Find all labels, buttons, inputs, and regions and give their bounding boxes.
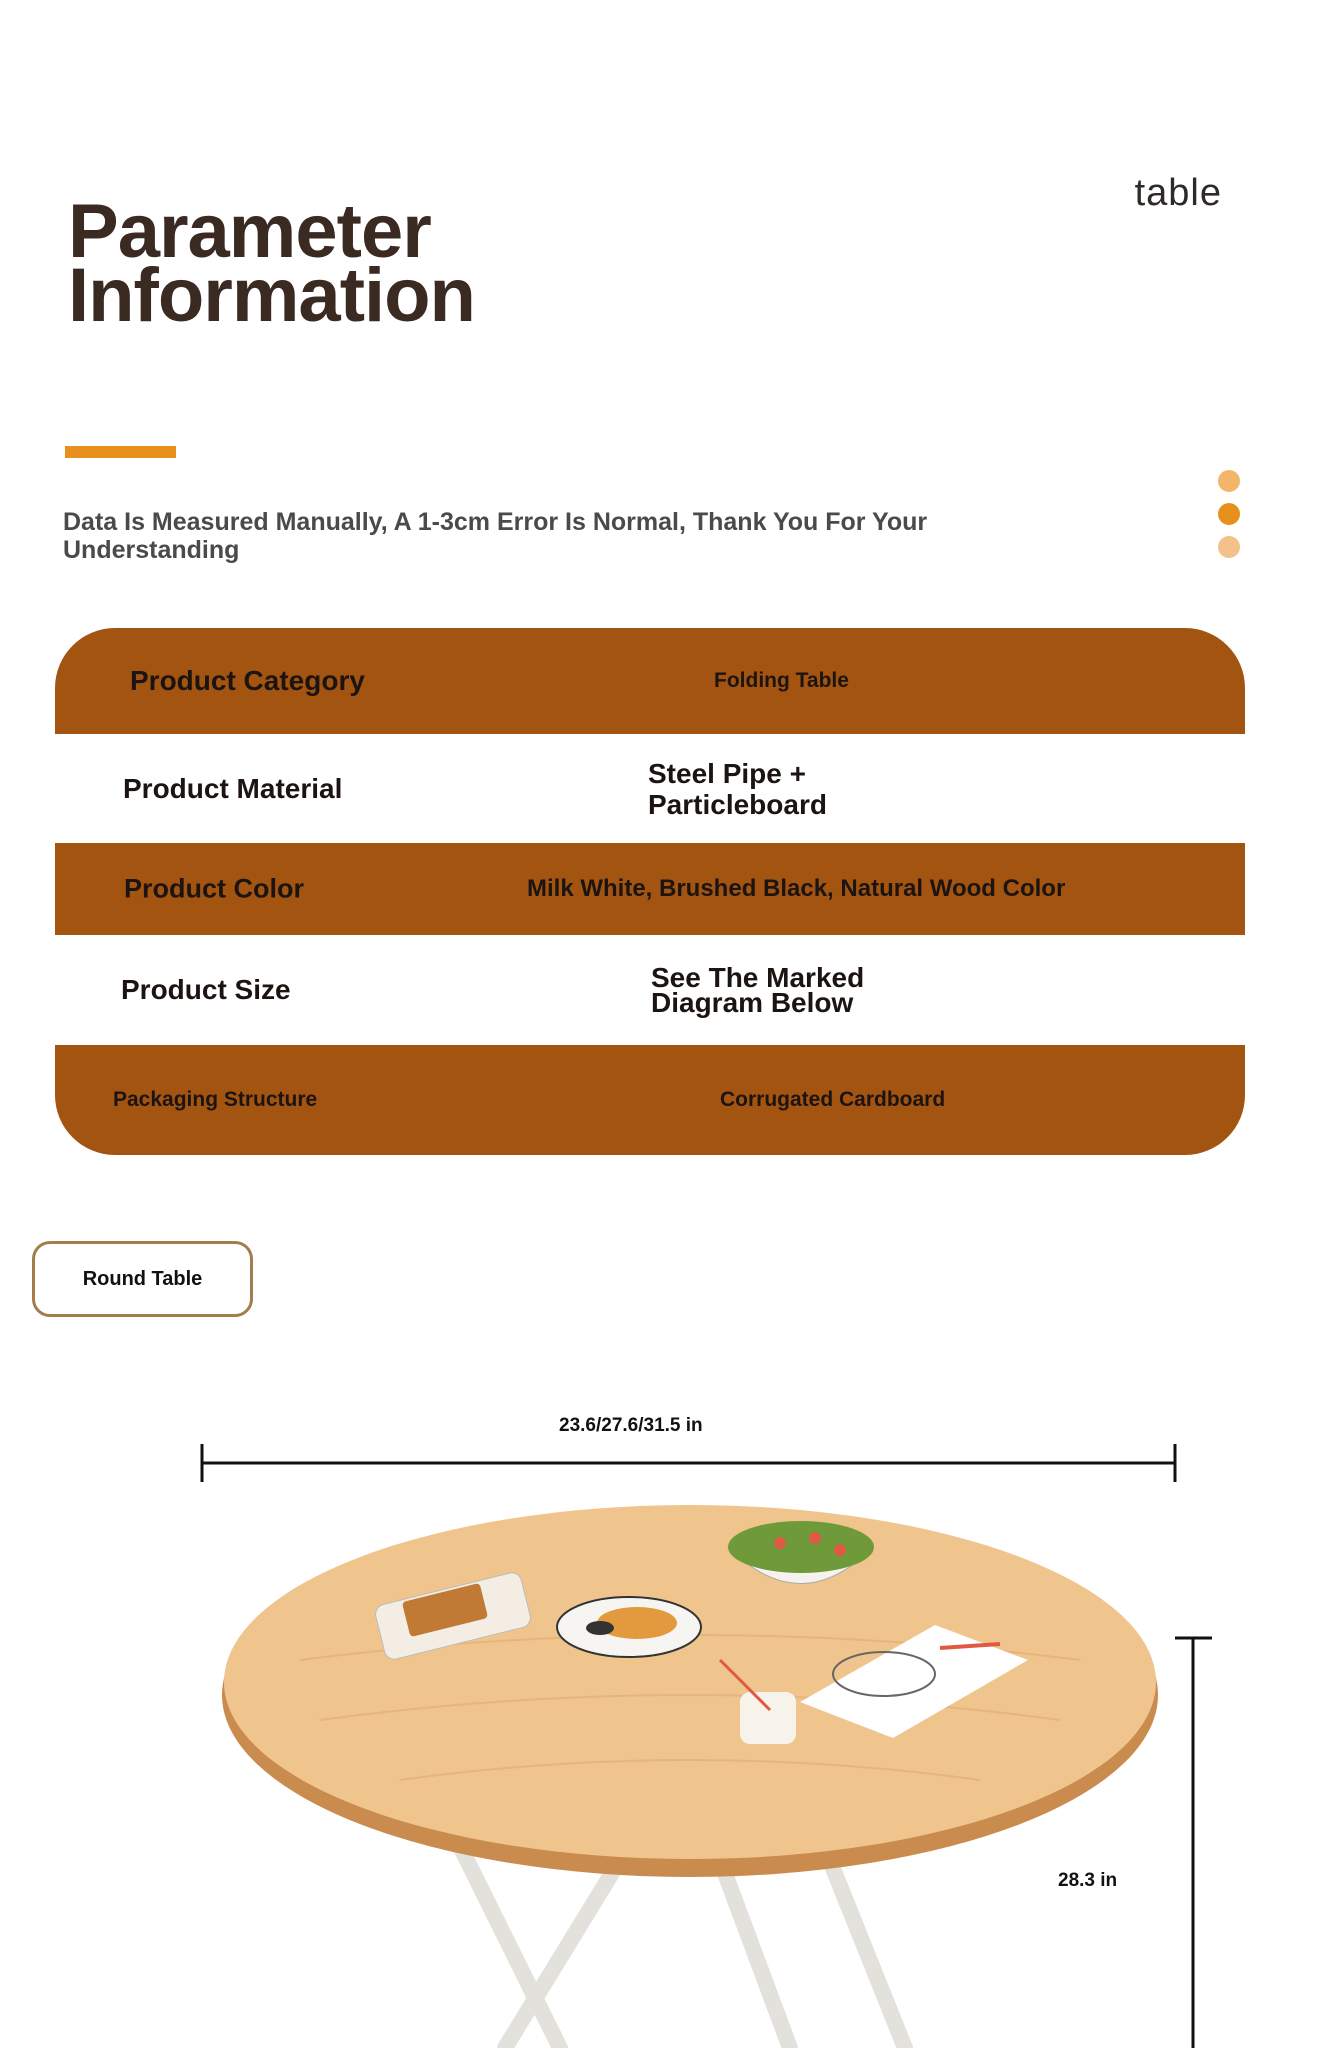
width-dimension-line — [202, 1444, 1175, 1482]
spec-value: Folding Table — [714, 669, 849, 692]
spec-label: Product Color — [124, 873, 304, 904]
carousel-dot-1[interactable] — [1218, 470, 1240, 492]
accent-bar — [65, 446, 176, 458]
height-dimension-label: 28.3 in — [1058, 1870, 1118, 1891]
food-plate — [557, 1597, 701, 1657]
brand-label: table — [1134, 172, 1222, 214]
spec-row-category — [55, 628, 1245, 734]
product-illustration — [0, 1360, 1322, 2048]
page-title — [68, 189, 475, 338]
round-table-option[interactable]: Round Table — [32, 1241, 253, 1317]
spec-table — [55, 628, 1245, 1155]
spec-row-color — [55, 843, 1245, 935]
spec-value: Corrugated Cardboard — [720, 1088, 946, 1111]
spec-label: Product Material — [123, 772, 343, 804]
spec-label: Packaging Structure — [113, 1088, 318, 1111]
spec-value: Steel Pipe + Particleboard — [648, 757, 827, 820]
carousel-dot-2[interactable] — [1218, 503, 1240, 525]
spec-value: See The Marked Diagram Below — [651, 962, 865, 1018]
tabletop — [222, 1505, 1158, 1877]
page-title-line-2: Information — [68, 253, 475, 338]
spec-value: Milk White, Brushed Black, Natural Wood Color — [527, 875, 1066, 902]
page-title-line-1: Parameter — [68, 189, 431, 274]
spec-label: Product Category — [130, 665, 365, 696]
measurement-note: Data Is Measured Manually, A 1-3cm Error Is Normal, Thank You For Your Understanding — [63, 508, 928, 564]
spec-row-packaging — [55, 1045, 1245, 1155]
spec-row-size — [55, 935, 1245, 1045]
carousel-dot-3[interactable] — [1218, 536, 1240, 558]
width-dimension-label: 23.6/27.6/31.5 in — [559, 1415, 703, 1436]
height-dimension-line — [1175, 1638, 1212, 2048]
spec-row-material — [55, 734, 1245, 843]
spec-label: Product Size — [121, 974, 291, 1005]
carousel-dots — [1218, 470, 1240, 569]
